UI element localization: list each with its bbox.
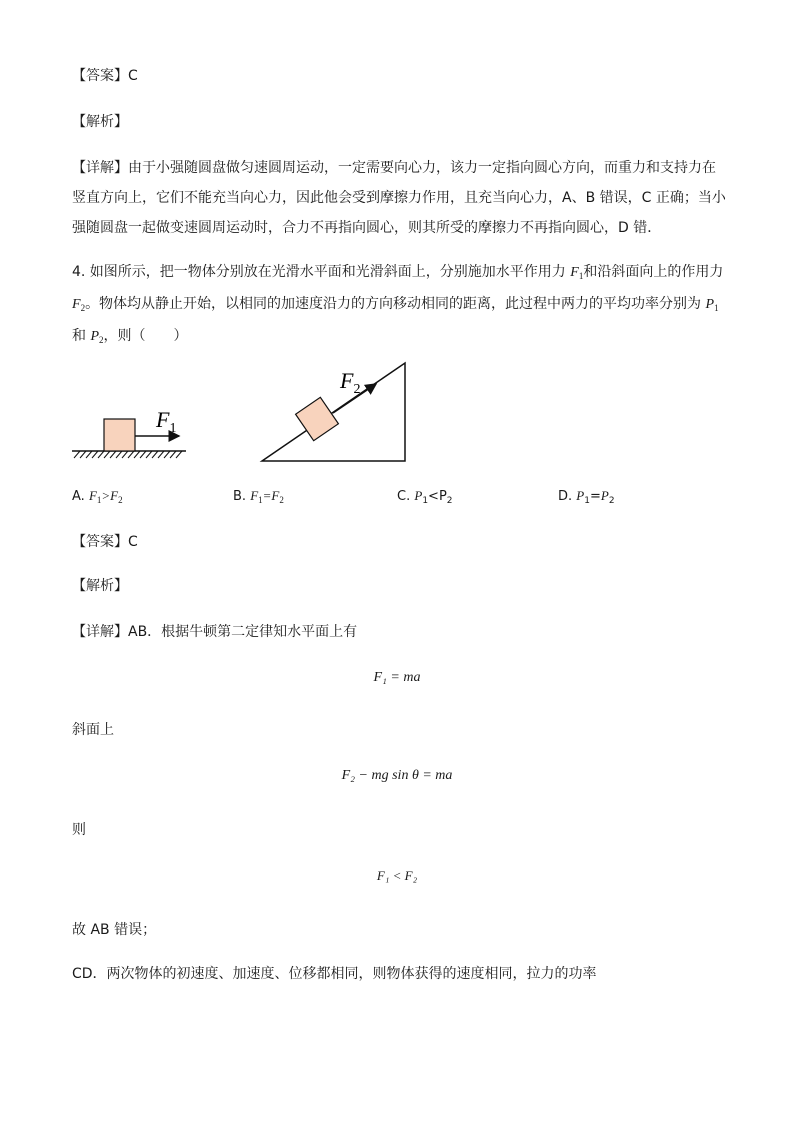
option-b-text: $F_1=F_2$ (250, 488, 284, 505)
conclusion-ab: 故 AB 错误； (72, 922, 157, 938)
analysis-2-label: 【解析】 (72, 578, 128, 594)
detail-label: 【详解】 (72, 624, 128, 640)
symbol-p1: $P_1$ (705, 297, 719, 313)
answer-label: 【答案】 (72, 68, 128, 84)
then-label: 则 (72, 822, 86, 838)
option-a-text: $F_1>F_2$ (88, 488, 123, 505)
equation-3: F₁ < F₂ (376, 868, 418, 883)
physics-figure (0, 360, 794, 480)
ground-surface (72, 451, 186, 458)
answer-2 (72, 532, 138, 552)
equation-2: F₂ − mg sin θ = ma (341, 768, 453, 783)
symbol-p2: $P_2$ (90, 329, 104, 345)
label-f2: $F_2$ (340, 368, 361, 397)
answer-value: C (128, 534, 138, 550)
equation-1: F₁ = ma (373, 670, 421, 685)
symbol-f2: $F_2$ (72, 297, 86, 313)
detail-1-line-3: 强随圆盘一起做变速圆周运动时，合力不再指向圆心，则其所受的摩擦力不再指向圆心，D 错． (72, 220, 662, 236)
answer-value: C (128, 68, 138, 84)
slope-label: 斜面上 (72, 722, 114, 738)
question-4-line-1 (72, 262, 723, 286)
question-text: 和 (72, 328, 86, 344)
detail-label: 【详解】 (72, 160, 128, 176)
detail-1-line-2: 竖直方向上，它们不能充当向心力，因此他会受到摩擦力作用，且充当向心力，A、B 错误，C 正确；当小 (72, 190, 726, 206)
question-4-line-3 (72, 326, 188, 350)
detail-text: 由于小强随圆盘做匀速圆周运动，一定需要向心力，该力一定指向圆心方向，而重力和支持力在 (128, 160, 716, 176)
option-a[interactable]: A. $F_1>F_2$ (72, 488, 123, 505)
question-4-line-2 (72, 294, 719, 318)
option-b[interactable]: B. $F_1=F_2$ (233, 488, 284, 505)
answer-1 (72, 66, 138, 86)
detail-text: AB．根据牛顿第二定律知水平面上有 (128, 624, 358, 640)
analysis-1-label: 【解析】 (72, 114, 128, 130)
question-text: 和沿斜面向上的作用力 (583, 264, 724, 280)
question-text: ，则（ ） (103, 328, 188, 344)
question-text: 。物体均从静止开始，以相同的加速度沿力的方向移动相同的距离，此过程中两力的平均功率分别为 (85, 296, 702, 312)
option-d-text: $P_1=P_2$ (576, 488, 615, 506)
symbol-f1: $F_1$ (570, 265, 584, 281)
question-text: 4. 如图所示，把一物体分别放在光滑水平面和光滑斜面上，分别施加水平作用力 (72, 264, 566, 280)
block-horizontal (104, 419, 135, 451)
option-c[interactable]: C. $P_1<P_2$ (397, 488, 453, 506)
label-f1: $F_1$ (156, 407, 177, 436)
answer-label: 【答案】 (72, 534, 128, 550)
detail-1-line-1 (72, 158, 716, 178)
option-c-text: $P_1<P_2$ (414, 488, 453, 506)
option-d[interactable]: D. $P_1=P_2$ (558, 488, 615, 506)
detail-2-line-1 (72, 622, 357, 642)
detail-cd: CD．两次物体的初速度、加速度、位移都相同，则物体获得的速度相同，拉力的功率 (72, 966, 597, 982)
